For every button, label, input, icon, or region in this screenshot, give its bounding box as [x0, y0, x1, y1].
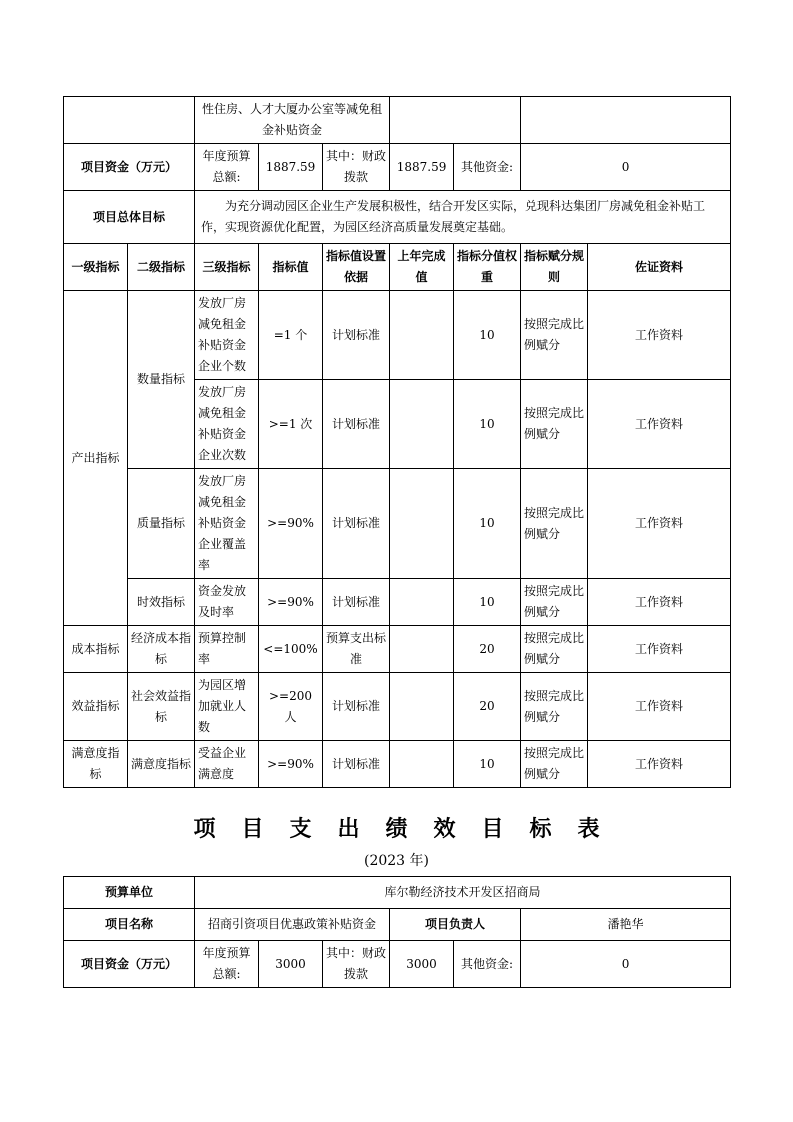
goal-row [64, 191, 731, 244]
value-cell: >=90% [259, 579, 323, 626]
value-cell: =1 个 [259, 291, 323, 380]
level3-cell: 发放厂房减免租金补贴资金企业次数 [195, 380, 259, 469]
budget-unit-row [64, 877, 731, 909]
project-name-value: 招商引资项目优惠政策补贴资金 [195, 909, 390, 941]
level3-cell: 预算控制率 [195, 626, 259, 673]
value-cell: >=90% [259, 469, 323, 579]
level3-cell: 发放厂房减免租金补贴资金企业个数 [195, 291, 259, 380]
evidence-cell: 工作资料 [588, 579, 731, 626]
performance-table-1 [63, 96, 731, 788]
evidence-cell: 工作资料 [588, 673, 731, 741]
rule-cell: 按照完成比例赋分 [521, 380, 588, 469]
fund-label: 项目资金（万元） [64, 144, 195, 191]
table-row [64, 673, 731, 741]
other-fund-value: 0 [521, 941, 731, 988]
basis-cell: 计划标准 [323, 380, 390, 469]
basis-cell: 计划标准 [323, 741, 390, 788]
basis-cell: 计划标准 [323, 579, 390, 626]
goal-label: 项目总体目标 [64, 191, 195, 244]
col-header: 指标值设置依据 [323, 244, 390, 291]
level3-cell: 发放厂房减免租金补贴资金企业覆盖率 [195, 469, 259, 579]
rule-cell: 按照完成比例赋分 [521, 673, 588, 741]
table-row [64, 579, 731, 626]
level1-cell: 产出指标 [64, 291, 128, 626]
basis-cell: 计划标准 [323, 291, 390, 380]
last-year-cell [390, 579, 454, 626]
budget-unit-value: 库尔勒经济技术开发区招商局 [195, 877, 731, 909]
header-row [64, 244, 731, 291]
evidence-cell: 工作资料 [588, 469, 731, 579]
evidence-cell: 工作资料 [588, 741, 731, 788]
col-header: 二级指标 [128, 244, 195, 291]
annual-total-label: 年度预算总额: [195, 941, 259, 988]
weight-cell: 10 [454, 741, 521, 788]
last-year-cell [390, 626, 454, 673]
weight-cell: 20 [454, 626, 521, 673]
table-row [64, 469, 731, 579]
evidence-cell: 工作资料 [588, 626, 731, 673]
col-header: 指标值 [259, 244, 323, 291]
rule-cell: 按照完成比例赋分 [521, 626, 588, 673]
col-header: 佐证资料 [588, 244, 731, 291]
level2-cell: 质量指标 [128, 469, 195, 579]
table-row [64, 626, 731, 673]
evidence-cell: 工作资料 [588, 380, 731, 469]
col-header: 三级指标 [195, 244, 259, 291]
other-fund-value: 0 [521, 144, 731, 191]
performance-table-2 [63, 876, 731, 988]
weight-cell: 10 [454, 579, 521, 626]
col-header: 一级指标 [64, 244, 128, 291]
goal-text: 为充分调动园区企业生产发展积极性，结合开发区实际，兑现科达集团厂房减免租金补贴工作，实现资源优化配置，为园区经济高质量发展奠定基础。 [195, 191, 731, 244]
level2-cell: 时效指标 [128, 579, 195, 626]
fiscal-label: 其中：财政拨款 [323, 941, 390, 988]
last-year-cell [390, 741, 454, 788]
annual-total-value: 1887.59 [259, 144, 323, 191]
rule-cell: 按照完成比例赋分 [521, 469, 588, 579]
section-year: (2023 年) [363, 853, 429, 869]
project-name-cont: 性住房、人才大厦办公室等减免租金补贴资金 [195, 97, 390, 144]
project-name-label: 项目名称 [64, 909, 195, 941]
annual-total-label: 年度预算总额: [195, 144, 259, 191]
basis-cell: 预算支出标准 [323, 626, 390, 673]
level3-cell: 资金发放及时率 [195, 579, 259, 626]
table-row [64, 291, 731, 380]
col-header: 指标分值权重 [454, 244, 521, 291]
value-cell: >=1 次 [259, 380, 323, 469]
value-cell: >=200 人 [259, 673, 323, 741]
basis-cell: 计划标准 [323, 469, 390, 579]
value-cell: <=100% [259, 626, 323, 673]
col-header: 指标赋分规则 [521, 244, 588, 291]
section-title: 项目支出绩效目标表 [193, 816, 626, 842]
other-fund-label: 其他资金: [454, 144, 521, 191]
weight-cell: 10 [454, 380, 521, 469]
level1-cell: 成本指标 [64, 626, 128, 673]
basis-cell: 计划标准 [323, 673, 390, 741]
fund-row [64, 941, 731, 988]
budget-unit-label: 预算单位 [64, 877, 195, 909]
fund-label: 项目资金（万元） [64, 941, 195, 988]
rule-cell: 按照完成比例赋分 [521, 291, 588, 380]
weight-cell: 20 [454, 673, 521, 741]
fiscal-value: 3000 [390, 941, 454, 988]
project-owner-value: 潘艳华 [521, 909, 731, 941]
project-name-row [64, 97, 731, 144]
level2-cell: 经济成本指标 [128, 626, 195, 673]
evidence-cell: 工作资料 [588, 291, 731, 380]
fiscal-value: 1887.59 [390, 144, 454, 191]
weight-cell: 10 [454, 291, 521, 380]
fiscal-label: 其中：财政拨款 [323, 144, 390, 191]
fund-row [64, 144, 731, 191]
level3-cell: 为园区增加就业人数 [195, 673, 259, 741]
value-cell: >=90% [259, 741, 323, 788]
level1-cell: 满意度指标 [64, 741, 128, 788]
col-header: 上年完成值 [390, 244, 454, 291]
level2-cell: 满意度指标 [128, 741, 195, 788]
level2-cell: 数量指标 [128, 291, 195, 469]
last-year-cell [390, 380, 454, 469]
project-owner-label: 项目负责人 [390, 909, 521, 941]
project-name-row [64, 909, 731, 941]
annual-total-value: 3000 [259, 941, 323, 988]
table-row [64, 741, 731, 788]
last-year-cell [390, 291, 454, 380]
rule-cell: 按照完成比例赋分 [521, 741, 588, 788]
last-year-cell [390, 673, 454, 741]
level2-cell: 社会效益指标 [128, 673, 195, 741]
weight-cell: 10 [454, 469, 521, 579]
rule-cell: 按照完成比例赋分 [521, 579, 588, 626]
other-fund-label: 其他资金: [454, 941, 521, 988]
level3-cell: 受益企业满意度 [195, 741, 259, 788]
level1-cell: 效益指标 [64, 673, 128, 741]
last-year-cell [390, 469, 454, 579]
